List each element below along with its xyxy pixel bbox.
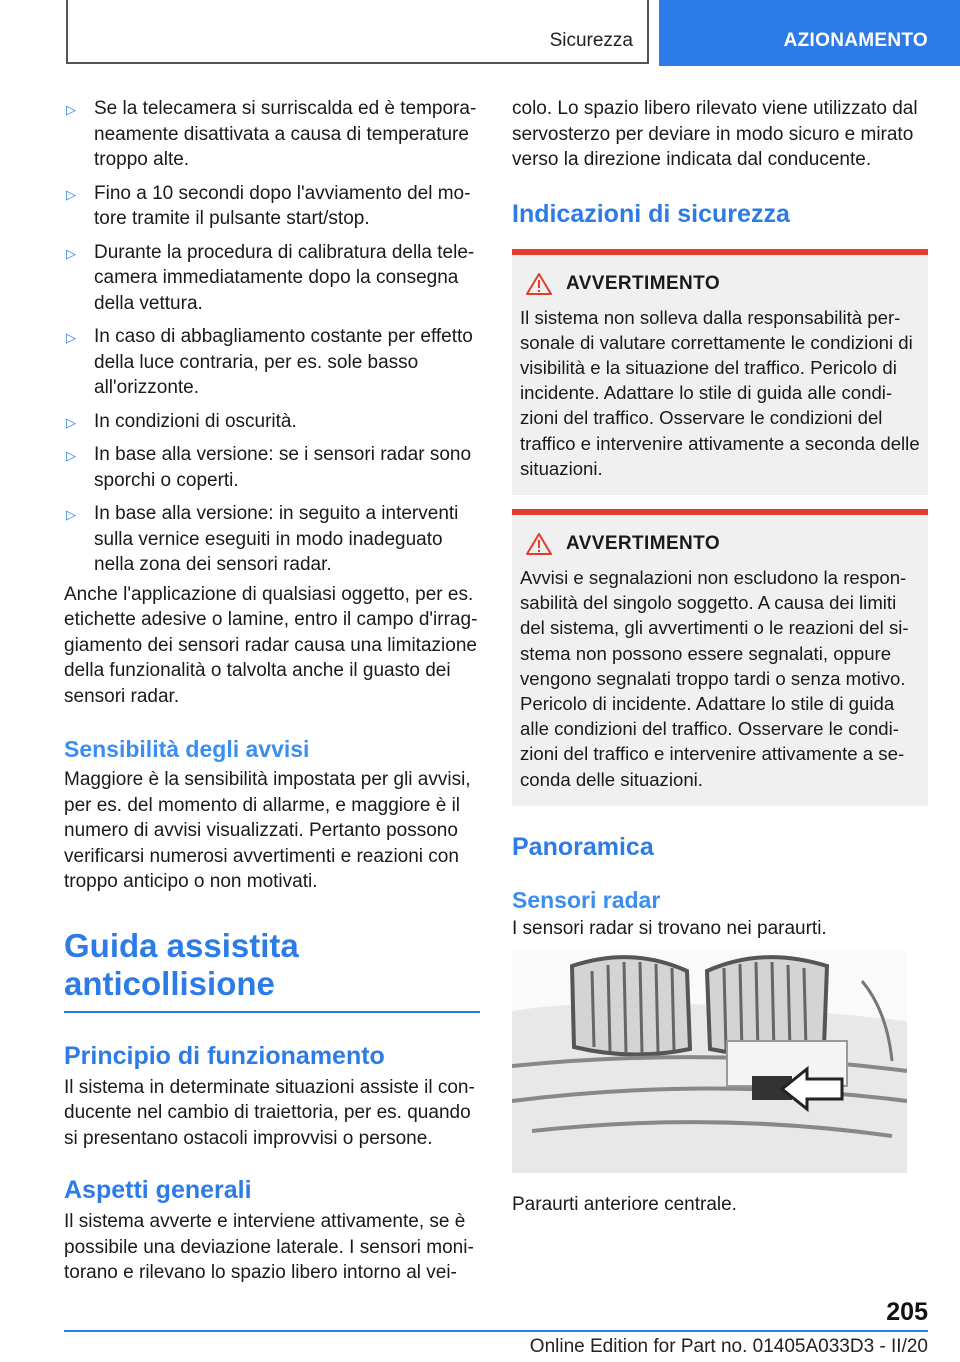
list-item: ▷ Durante la procedura di calibratura della telecamera immediatamente dopo la consegna della vettura. <box>66 241 475 314</box>
list-item: ▷ Fino a 10 secondi dopo l'avviamento del motore tramite il pulsante start/stop. <box>66 182 471 229</box>
list-item: ▷ Se la telecamera si surriscalda ed è temporaneamente disattivata a causa di temperature troppo alte. <box>66 98 477 170</box>
paragraph-continuation: colo. Lo spazio libero rilevato viene utilizzato dal servosterzo per deviare in modo sicuro e mirato verso la direzione indicata dal conducente. <box>512 98 918 170</box>
header-chapter-tab <box>659 0 960 66</box>
condition-list <box>64 96 480 578</box>
header-chapter-label: AZIONAMENTO <box>783 30 928 51</box>
heading-guida-assistita: Guida assistita anticollisione <box>64 926 299 1002</box>
warning-title: AVVERTIMENTO <box>526 533 920 555</box>
image-caption: Paraurti anteriore centrale. <box>512 1194 737 1216</box>
paragraph-sensibilita: Maggiore è la sensibilità impostata per gli avvisi, per es. del momento di allarme, e maggiore è il numero di avvisi visualizzati. Pertanto possono verificarsi numerosi avvertimenti e reazioni con troppo anticipo o non motivati. <box>64 769 471 892</box>
triangle-bullet-icon: ▷ <box>66 507 76 522</box>
footer-rule <box>64 1330 928 1332</box>
warning-text: Avvisi e segnalazioni non escludono la responsabilità del singolo soggetto. A causa dei limiti del sistema, gli avvertimenti o le reazioni del sistema non possono essere segnalati, oppure vengono segnalati troppo tardi o senza motivo. Pericolo di incidente. Adattare lo stile di guida alle condizioni del traffico. Osservare le condizioni del traffico e intervenire attivamente a seconda delle situazioni. <box>520 566 909 790</box>
paragraph-applicazione: Anche l'applicazione di qualsiasi oggetto, per es. etichette adesive o lamine, entro il campo d'irraggiamento dei sensori radar causa una limitazione della funzionalità o talvolta anche il guasto dei sensori radar. <box>64 583 478 707</box>
right-column <box>512 96 928 1218</box>
header-section-label: Sicurezza <box>549 30 633 51</box>
triangle-bullet-icon: ▷ <box>66 330 76 345</box>
warning-triangle-icon <box>526 273 552 295</box>
front-bumper-radar-image <box>512 951 907 1173</box>
heading-sensori-radar: Sensori radar <box>512 886 661 913</box>
triangle-bullet-icon: ▷ <box>66 102 76 117</box>
triangle-bullet-icon: ▷ <box>66 186 76 202</box>
heading-sensibilita: Sensibilità degli avvisi <box>64 736 310 762</box>
heading-indicazioni: Indicazioni di sicurezza <box>512 199 790 228</box>
warning-title: AVVERTIMENTO <box>526 273 920 295</box>
heading-principio: Principio di funzionamento <box>64 1041 385 1070</box>
list-item: ▷ In base alla versione: in seguito a interventi sulla vernice eseguiti in modo inadeguato nella zona dei sensori radar. <box>66 503 459 575</box>
paragraph-sensori: I sensori radar si trovano nei paraurti. <box>512 917 827 939</box>
heading-aspetti: Aspetti generali <box>64 1176 252 1204</box>
triangle-bullet-icon: ▷ <box>66 448 76 463</box>
heading-rule <box>64 1011 480 1013</box>
triangle-bullet-icon: ▷ <box>66 245 76 261</box>
heading-panoramica: Panoramica <box>512 832 654 861</box>
list-item: ▷ In caso di abbagliamento costante per effetto della luce contraria, per es. sole basso all'orizzonte. <box>66 326 473 398</box>
warning-box <box>512 509 928 806</box>
paragraph-principio: Il sistema in determinate situazioni assiste il conducente nel cambio di traiettoria, per es. quando si presentano ostacoli improvvisi o persone. <box>64 1076 475 1149</box>
warning-text: Il sistema non solleva dalla responsabilità personale di valutare correttamente le condizioni di visibilità e la situazione del traffico. Pericolo di incidente. Adattare lo stile di guida alle condizioni del traffico. Osservare le condizioni del traffico e intervenire attivamente a seconda delle situazioni. <box>520 306 920 479</box>
paragraph-aspetti: Il sistema avverte e interviene attivamente, se è possibile una deviazione laterale. I sensori monitorano e rilevano lo spazio libero intorno al vei- <box>64 1211 474 1283</box>
list-item: ▷ In condizioni di oscurità. <box>64 409 480 435</box>
list-item: ▷ In base alla versione: se i sensori radar sono sporchi o coperti. <box>66 444 472 491</box>
warning-triangle-icon <box>526 533 552 555</box>
footer-edition: Online Edition for Part no. 01405A033D3 - II/20 <box>529 1336 928 1357</box>
warning-box <box>512 249 928 495</box>
triangle-bullet-icon: ▷ <box>66 414 76 430</box>
page-number: 205 <box>886 1298 928 1326</box>
left-column <box>64 96 480 1286</box>
header-section-tab <box>66 0 649 64</box>
